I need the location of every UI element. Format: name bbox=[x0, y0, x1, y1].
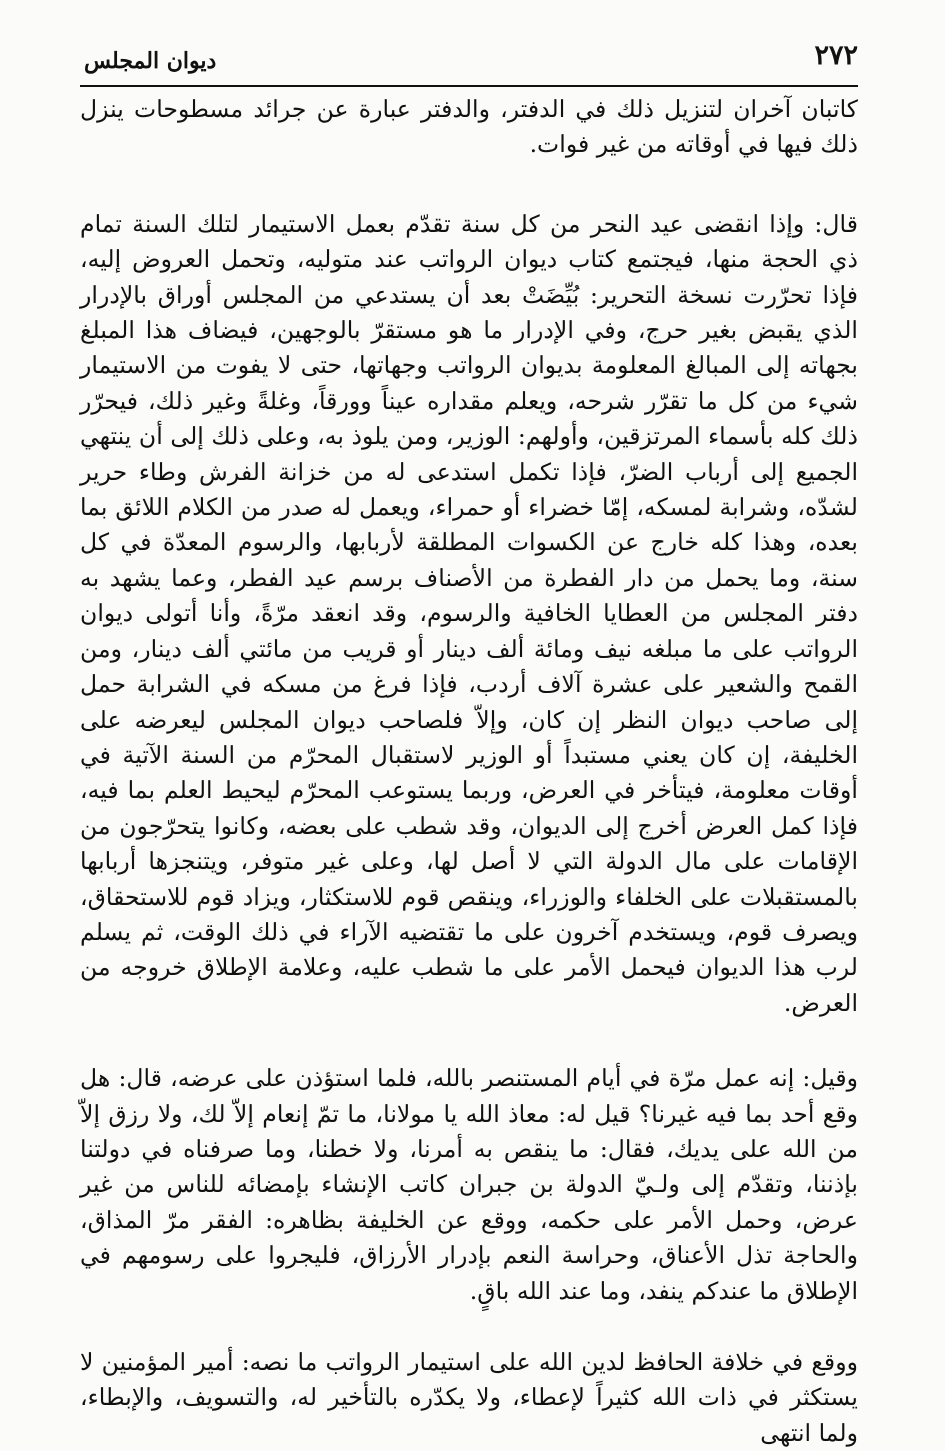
page-number: ٢٧٢ bbox=[814, 40, 858, 71]
page-header bbox=[80, 40, 858, 88]
page-body bbox=[80, 92, 858, 1451]
running-title: ديوان المجلس bbox=[84, 48, 217, 74]
paragraph-istimar: قال: وإذا انقضى عيد النحر من كل سنة تقدّم بعمل الاستيمار لتلك السنة تمام ذي الحجة منها، فيجتمع كتاب ديوان الرواتب عند متوليه، وتحمل العروض إليه، فإذا تحرّرت نسخة التحرير: بُيِّضَتْ بعد أن يستدعي من المجلس أوراق بالإدرار الذي يقبض بغير حرج، وفي الإدرار ما هو مستقرّ بالوجهين، فيضاف هذا المبلغ بجهاته إلى المبالغ المعلومة بديوان الرواتب وجهاتها، حتى لا يفوت من الاستيمار شيء من كل ما تقرّر شرحه، ويعلم مقداره عيناً وورقاً، وغلةً وغير ذلك، فيحرّر ذلك كله بأسماء المرتزقين، وأولهم: الوزير، ومن يلوذ به، وعلى ذلك إلى أن ينتهي الجميع إلى أرباب الضرّ، فإذا تكمل استدعى له من خزانة الفرش وطاء حرير لشدّه، وشرابة لمسكه، إمّا خضراء أو حمراء، ويعمل له صدر من الكلام اللائق بما بعده، وهذا كله خارج عن الكسوات المطلقة لأربابها، والرسوم المعدّة في كل سنة، وما يحمل من دار الفطرة من الأصناف برسم عيد الفطر، وعما يشهد به دفتر المجلس من العطايا الخافية والرسوم، وقد انعقد مرّةً، وأنا أتولى ديوان الرواتب على ما مبلغه نيف ومائة ألف دينار أو قريب من مائتي ألف دينار، ومن القمح والشعير على عشرة آلاف أردب، فإذا فرغ من مسكه في الشرابة حمل إلى صاحب ديوان النظر إن كان، وإلاّ فلصاحب ديوان المجلس ليعرضه على الخليفة، إن كان يعني مستبداً أو الوزير لاستقبال المحرّم من السنة الآتية في أوقات معلومة، فيتأخر في العرض، وربما يستوعب المحرّم ليحيط العلم بما فيه، فإذا كمل العرض أخرج إلى الديوان، وقد شطب على بعضه، وكانوا يتحرّجون من الإقامات على مال الدولة التي لا أصل لها، وعلى غير متوفر، ويتنجزها أربابها بالمستقبلات على الخلفاء والوزراء، وينقص قوم للاستكثار، ويزاد قوم للاستحقاق، ويصرف قوم، ويستخدم آخرون على ما تقتضيه الآراء في ذلك الوقت، ثم يسلم لرب هذا الديوان فيحمل الأمر على ما شطب عليه، وعلامة الإطلاق خروجه من العرض. bbox=[80, 209, 858, 1017]
paragraph-hafiz: ووقع في خلافة الحافظ لدين الله على استيمار الرواتب ما نصه: أمير المؤمنين لا يستكثر في ذات الله كثيراً لإعطاء، ولا يكدّره بالتأخير له، والتسويف، والإبطاء، ولما انتهى bbox=[80, 1348, 858, 1447]
paragraph-mustansir: وقيل: إنه عمل مرّة في أيام المستنصر بالله، فلما استؤذن على عرضه، قال: هل وقع أحد بما فيه غيرنا؟ قيل له: معاذ الله يا مولانا، ما تمّ إنعام إلاّ لك، ولا رزق إلاّ من الله على يديك، فقال: ما ينقص به أمرنا، ولا خطنا، وما صرفناه في دولتنا بإذننا، وتقدّم إلى ولـيّ الدولة بن جبران كاتب الإنشاء بإمضائه للناس من غير عرض، وحمل الأمر على حكمه، ووقع عن الخليفة بظاهره: الفقر مرّ المذاق، والحاجة تذل الأعناق، وحراسة النعم بإدرار الأرزاق، فليجروا على رسومهم في الإطلاق ما عندكم ينفد، وما عند الله باقٍ. bbox=[80, 1064, 858, 1305]
header-rule bbox=[80, 85, 858, 87]
paragraph-continuation: كاتبان آخران لتنزيل ذلك في الدفتر، والدفتر عبارة عن جرائد مسطوحات ينزل ذلك فيها في أوقاته من غير فوات. bbox=[80, 95, 858, 159]
